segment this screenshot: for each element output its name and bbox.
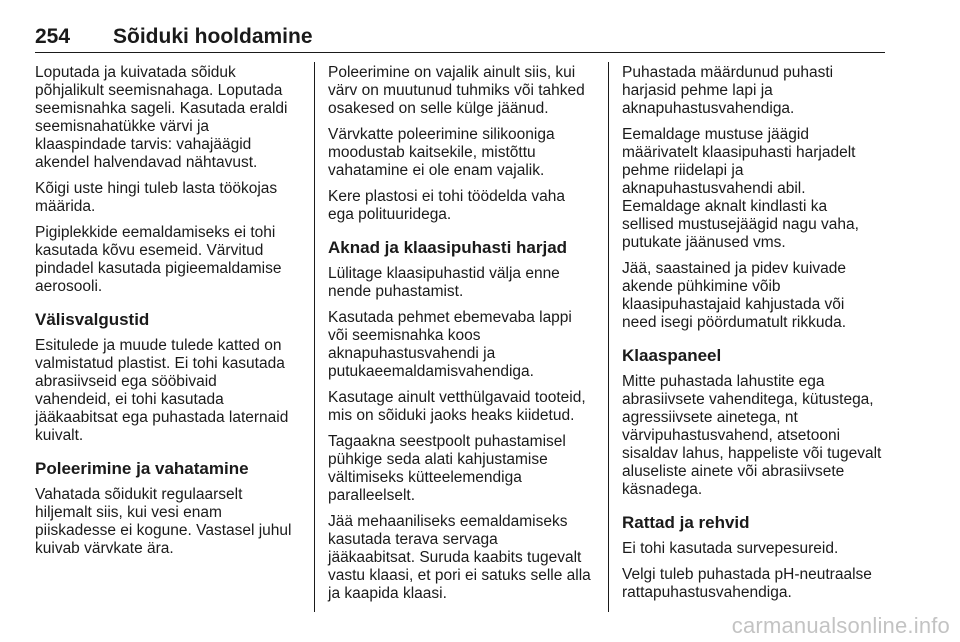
column-divider-1 — [314, 62, 315, 612]
column-1 — [35, 64, 303, 566]
paragraph: Kere plastosi ei tohi töödelda vaha ega polituuridega. — [328, 188, 565, 223]
section-heading: Välisvalgustid — [35, 310, 150, 329]
paragraph: Jää mehaaniliseks eemaldamiseks kasutada terava servaga jääkaabitsat. Suruda kaabits tugevalt vastu klaasi, et pori ei satuks selle alla ja kaapida klaasi. — [328, 513, 591, 602]
column-divider-2 — [608, 62, 609, 612]
paragraph: Lülitage klaasipuhastid välja enne nende puhastamist. — [328, 265, 560, 300]
paragraph: Poleerimine on vajalik ainult siis, kui värv on muutunud tuhmiks või tahked osakesed on selle külge jäänud. — [328, 64, 585, 117]
paragraph: Eemaldage mustuse jäägid määrivatelt klaasipuhasti harjadelt pehme riidelapi ja aknapuhastusvahendi abil. Eemaldage aknalt kindlasti ka sellised mustusejäägid nagu vaha, putukate jäänused vms. — [622, 126, 859, 251]
paragraph: Velgi tuleb puhastada pH-neutraalse rattapuhastusvahendiga. — [622, 566, 872, 601]
section-heading: Poleerimine ja vahatamine — [35, 459, 249, 478]
paragraph: Pigiplekkide eemaldamiseks ei tohi kasutada kõvu esemeid. Värvitud pindadel kasutada pigieemaldamise aerosooli. — [35, 224, 282, 295]
paragraph: Kõigi uste hingi tuleb lasta töökojas määrida. — [35, 180, 278, 215]
paragraph: Vahatada sõidukit regulaarselt hiljemalt siis, kui vesi enam piiskadesse ei kogune. Vastasel juhul kuivab värvkate ära. — [35, 486, 292, 557]
section-heading: Rattad ja rehvid — [622, 513, 750, 532]
paragraph: Ei tohi kasutada survepesureid. — [622, 540, 839, 557]
paragraph: Mitte puhastada lahustite ega abrasiivsete vahenditega, kütustega, agressiivsete ainetega, nt värvipuhastusvahend, atsetooni sisaldav lahus, happeliste või tugevalt aluseliste ainete või abrasiivsete käsnadega. — [622, 373, 882, 498]
paragraph: Tagaakna seestpoolt puhastamisel pühkige seda alati kahjustamise vältimiseks kütteelemendiga paralleelselt. — [328, 433, 566, 504]
paragraph: Loputada ja kuivatada sõiduk põhjalikult seemisnahaga. Loputada seemisnahka sageli. Kasutada eraldi seemisnahatükke värvi ja klaaspindade tarvis: vahajäägid akendel halvendavad nähtavust. — [35, 64, 288, 171]
paragraph: Värvkatte poleerimine silikooniga moodustab kaitsekile, mistõttu vahatamine ei ole enam vajalik. — [328, 126, 555, 179]
section-heading: Aknad ja klaasipuhasti harjad — [328, 238, 568, 257]
page-number: 254 — [35, 25, 71, 48]
header-divider — [35, 52, 885, 53]
paragraph: Jää, saastained ja pidev kuivade akende pühkimine võib klaasipuhastajaid kahjustada või need isegi pöördumatult rikkuda. — [622, 260, 847, 331]
page-header — [35, 24, 885, 50]
section-heading: Klaaspaneel — [622, 346, 722, 365]
column-2 — [328, 64, 594, 611]
watermark[interactable]: carmanualsonline.info — [731, 613, 950, 638]
chapter-title: Sõiduki hooldamine — [113, 25, 313, 48]
paragraph: Kasutada pehmet ebemevaba lappi või seemisnahka koos aknapuhastusvahendi ja putukaeemaldamisvahendiga. — [328, 309, 572, 380]
paragraph: Esitulede ja muude tulede katted on valmistatud plastist. Ei tohi kasutada abrasiivseid ega sööbivaid vahendeid, ei tohi kasutada jääkaabitsat ega puhastada laternaid kuivalt. — [35, 337, 289, 444]
column-3 — [622, 64, 898, 610]
paragraph: Kasutage ainult vetthülgavaid tooteid, mis on sõiduki jaoks heaks kiidetud. — [328, 389, 586, 424]
paragraph: Puhastada määrdunud puhasti harjasid pehme lapi ja aknapuhastusvahendiga. — [622, 64, 834, 117]
